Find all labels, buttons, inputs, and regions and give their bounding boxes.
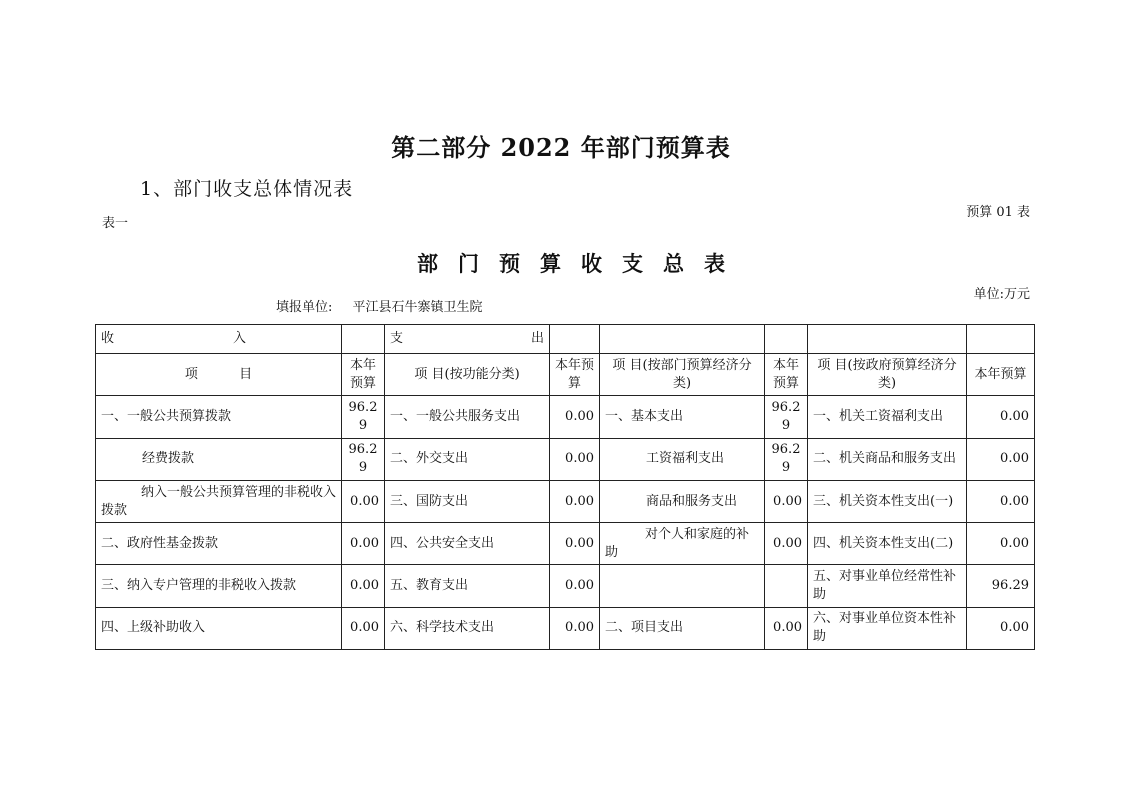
dept-value: 96.29 <box>765 396 808 438</box>
part-title: 第二部分 2022 年部门预算表 <box>391 133 731 162</box>
func-item: 三、国防支出 <box>385 480 550 522</box>
header-empty-3 <box>600 325 765 354</box>
func-item: 一、一般公共服务支出 <box>385 396 550 438</box>
income-value: 0.00 <box>342 565 385 607</box>
func-value: 0.00 <box>550 396 600 438</box>
table-code: 表一 <box>102 216 129 231</box>
header-gov-econ-item: 项 目(按政府预算经济分类) <box>808 354 967 396</box>
dept-value: 0.00 <box>765 523 808 565</box>
header-item: 项 目 <box>96 354 342 396</box>
header-row-2 <box>96 354 1035 396</box>
gov-item: 五、对事业单位经常性补助 <box>808 565 967 607</box>
dept-item: 一、基本支出 <box>600 396 765 438</box>
table-row <box>96 480 1035 522</box>
header-budget-4: 本年预算 <box>967 354 1035 396</box>
income-item: 二、政府性基金拨款 <box>96 523 342 565</box>
header-budget-2: 本年预算 <box>550 354 600 396</box>
header-empty-4 <box>765 325 808 354</box>
gov-value: 0.00 <box>967 480 1035 522</box>
income-item: 纳入一般公共预算管理的非税收入拨款 <box>96 480 342 522</box>
income-item: 经费拨款 <box>96 438 342 480</box>
gov-item: 六、对事业单位资本性补助 <box>808 607 967 649</box>
header-budget-1: 本年预算 <box>342 354 385 396</box>
func-value: 0.00 <box>550 607 600 649</box>
dept-value <box>765 565 808 607</box>
gov-value: 0.00 <box>967 438 1035 480</box>
header-income: 收 入 <box>96 325 342 354</box>
dept-value: 0.00 <box>765 480 808 522</box>
filler-label: 填报单位: <box>276 300 333 315</box>
dept-value: 96.29 <box>765 438 808 480</box>
dept-item <box>600 565 765 607</box>
filler-value: 平江县石牛寨镇卫生院 <box>352 300 483 315</box>
header-expense: 支 出 <box>385 325 550 354</box>
unit-label: 单位:万元 <box>973 287 1030 302</box>
header-budget-3: 本年预算 <box>765 354 808 396</box>
header-empty-6 <box>967 325 1035 354</box>
func-value: 0.00 <box>550 480 600 522</box>
dept-item: 商品和服务支出 <box>600 480 765 522</box>
header-row-1 <box>96 325 1035 354</box>
gov-value: 0.00 <box>967 523 1035 565</box>
income-value: 0.00 <box>342 480 385 522</box>
table-number: 预算 01 表 <box>966 205 1030 220</box>
gov-value: 0.00 <box>967 607 1035 649</box>
dept-value: 0.00 <box>765 607 808 649</box>
budget-table <box>95 324 1035 650</box>
table-row <box>96 396 1035 438</box>
header-empty-2 <box>550 325 600 354</box>
income-item: 三、纳入专户管理的非税收入拨款 <box>96 565 342 607</box>
gov-item: 三、机关资本性支出(一) <box>808 480 967 522</box>
header-dept-econ-item: 项 目(按部门预算经济分类) <box>600 354 765 396</box>
func-value: 0.00 <box>550 523 600 565</box>
income-item: 一、一般公共预算拨款 <box>96 396 342 438</box>
main-title: 部门预算收支总表 <box>417 251 745 276</box>
income-value: 96.29 <box>342 396 385 438</box>
section-title: 1、部门收支总体情况表 <box>140 178 354 200</box>
gov-item: 一、机关工资福利支出 <box>808 396 967 438</box>
income-item: 四、上级补助收入 <box>96 607 342 649</box>
func-item: 二、外交支出 <box>385 438 550 480</box>
gov-item: 四、机关资本性支出(二) <box>808 523 967 565</box>
gov-value: 96.29 <box>967 565 1035 607</box>
header-empty-5 <box>808 325 967 354</box>
income-value: 0.00 <box>342 523 385 565</box>
func-item: 五、教育支出 <box>385 565 550 607</box>
table-row <box>96 565 1035 607</box>
filler-unit <box>276 296 499 315</box>
dept-item: 工资福利支出 <box>600 438 765 480</box>
header-empty-1 <box>342 325 385 354</box>
income-value: 0.00 <box>342 607 385 649</box>
func-value: 0.00 <box>550 438 600 480</box>
func-item: 六、科学技术支出 <box>385 607 550 649</box>
income-value: 96.29 <box>342 438 385 480</box>
func-value: 0.00 <box>550 565 600 607</box>
gov-value: 0.00 <box>967 396 1035 438</box>
dept-item: 对个人和家庭的补助 <box>600 523 765 565</box>
table-row <box>96 607 1035 649</box>
gov-item: 二、机关商品和服务支出 <box>808 438 967 480</box>
table-row <box>96 523 1035 565</box>
header-func-item: 项 目(按功能分类) <box>385 354 550 396</box>
func-item: 四、公共安全支出 <box>385 523 550 565</box>
dept-item: 二、项目支出 <box>600 607 765 649</box>
table-row <box>96 438 1035 480</box>
